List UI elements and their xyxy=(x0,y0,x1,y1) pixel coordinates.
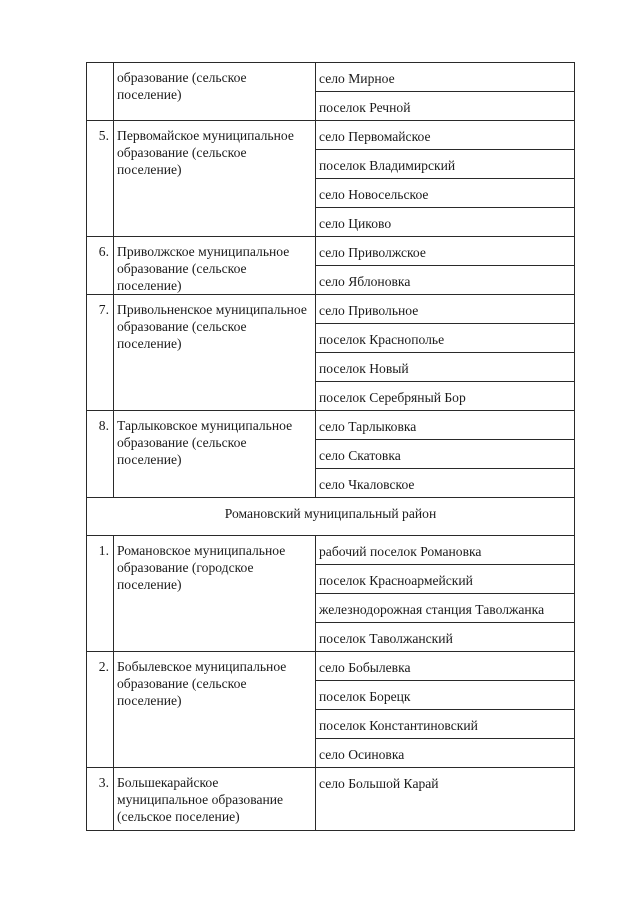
municipality-name: Бобылевское муниципальное образование (сельское поселение) xyxy=(114,652,316,768)
row-number: 5. xyxy=(87,121,114,237)
settlement-name: село Новосельское xyxy=(316,179,575,208)
settlement-name: село Тарлыковка xyxy=(316,411,575,440)
municipality-name: Большекарайское муниципальное образование (сельское поселение) xyxy=(114,768,316,831)
settlement-name: поселок Речной xyxy=(316,92,575,121)
district-name: Романовский муниципальный район xyxy=(87,498,575,536)
settlement-name: село Чкаловское xyxy=(316,469,575,498)
settlement-name: село Первомайское xyxy=(316,121,575,150)
row-number: 3. xyxy=(87,768,114,831)
municipality-name: Приволжское муниципальное образование (сельское поселение) xyxy=(114,237,316,295)
settlement-name: село Яблоновка xyxy=(316,266,575,295)
district-header-row xyxy=(87,498,575,536)
table-row xyxy=(87,768,575,831)
row-number: 2. xyxy=(87,652,114,768)
table-row xyxy=(87,237,575,266)
settlement-name: село Большой Карай xyxy=(316,768,575,831)
row-number: 7. xyxy=(87,295,114,411)
row-number: 6. xyxy=(87,237,114,295)
settlement-name: поселок Новый xyxy=(316,353,575,382)
table-row xyxy=(87,652,575,681)
settlement-name: поселок Владимирский xyxy=(316,150,575,179)
settlement-name: село Мирное xyxy=(316,63,575,92)
settlement-name: поселок Константиновский xyxy=(316,710,575,739)
settlement-name: село Бобылевка xyxy=(316,652,575,681)
table-body xyxy=(87,63,575,831)
row-number: 1. xyxy=(87,536,114,652)
settlement-name: поселок Борецк xyxy=(316,681,575,710)
municipality-name: Привольненское муниципальное образование (сельское поселение) xyxy=(114,295,316,411)
settlement-name: поселок Красноармейский xyxy=(316,565,575,594)
settlement-name: железнодорожная станция Таволжанка xyxy=(316,594,575,623)
municipality-name: образование (сельское поселение) xyxy=(114,63,316,121)
settlement-name: поселок Серебряный Бор xyxy=(316,382,575,411)
settlement-name: село Циково xyxy=(316,208,575,237)
settlement-name: село Привольное xyxy=(316,295,575,324)
row-number xyxy=(87,63,114,121)
table-row xyxy=(87,63,575,92)
settlement-name: село Скатовка xyxy=(316,440,575,469)
table-row xyxy=(87,121,575,150)
municipality-name: Тарлыковское муниципальное образование (сельское поселение) xyxy=(114,411,316,498)
settlement-name: поселок Краснополье xyxy=(316,324,575,353)
municipality-name: Романовское муниципальное образование (городское поселение) xyxy=(114,536,316,652)
settlement-name: рабочий поселок Романовка xyxy=(316,536,575,565)
settlement-name: село Осиновка xyxy=(316,739,575,768)
table-row xyxy=(87,536,575,565)
settlements-table xyxy=(86,62,575,831)
settlement-name: село Приволжское xyxy=(316,237,575,266)
settlement-name: поселок Таволжанский xyxy=(316,623,575,652)
table-row xyxy=(87,295,575,324)
table-row xyxy=(87,411,575,440)
row-number: 8. xyxy=(87,411,114,498)
municipality-name: Первомайское муниципальное образование (сельское поселение) xyxy=(114,121,316,237)
